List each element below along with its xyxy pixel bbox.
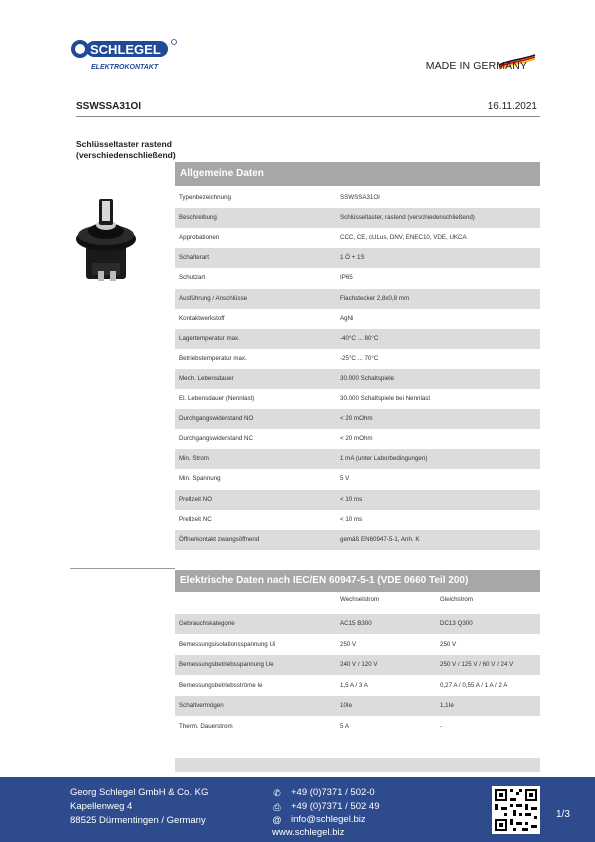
row-label: Typenbezeichnung — [179, 194, 231, 201]
row-value-ac: AC15 B300 — [340, 620, 372, 627]
row-value-dc: DC13 Q300 — [440, 620, 473, 627]
table-row — [175, 228, 540, 248]
table-row — [175, 248, 540, 268]
footer-email[interactable]: info@schlegel.biz — [291, 814, 366, 825]
table-row — [175, 208, 540, 228]
table-row — [175, 349, 540, 369]
svg-text:ELEKTROKONTAKT: ELEKTROKONTAKT — [91, 64, 159, 71]
product-title-line1: Schlüsseltaster rastend — [76, 139, 172, 149]
section-divider — [70, 568, 175, 569]
row-value-ac: 1,5 A / 3 A — [340, 681, 368, 689]
row-value: 5 V — [340, 475, 350, 483]
row-label: Lagertemperatur max. — [179, 334, 240, 342]
email-icon: @ — [272, 815, 282, 825]
row-value-ac: 10Ie — [340, 702, 353, 709]
table-row — [175, 429, 540, 449]
table-row — [175, 696, 540, 716]
table-row — [175, 188, 540, 208]
row-label: Beschreibung — [179, 214, 217, 222]
row-label: Prellzeit NO — [179, 495, 213, 503]
table-row — [175, 289, 540, 309]
row-value: gemäß EN60947-5-1, Anh. K — [340, 535, 420, 543]
row-value: < 20 mOhm — [340, 435, 373, 443]
table-row — [175, 329, 540, 349]
row-value: < 20 mOhm — [340, 415, 373, 423]
product-image — [72, 193, 144, 283]
table-row — [175, 469, 540, 489]
row-value-ac: 250 V — [340, 640, 357, 648]
row-value: < 10 ms — [340, 515, 363, 523]
row-value: SSWSSA31OI — [340, 194, 380, 201]
document-date: 16.11.2021 — [487, 101, 537, 112]
row-label: Therm. Dauerstrom — [179, 722, 233, 730]
product-title — [76, 139, 176, 161]
table-row — [175, 614, 540, 634]
row-label: Schalterart — [179, 254, 209, 262]
row-label: Prellzeit NC — [179, 515, 212, 523]
row-label: Min. Spannung — [179, 475, 221, 483]
table-row — [175, 268, 540, 288]
phone-icon: ✆ — [273, 788, 281, 798]
row-label: Durchgangswiderstand NC — [179, 435, 253, 443]
row-value: 30.000 Schaltspiele bei Nennlast — [340, 395, 431, 402]
row-label: Min. Strom — [179, 455, 209, 463]
row-label: El. Lebensdauer (Nennlast) — [179, 395, 255, 402]
footer-company: Georg Schlegel GmbH & Co. KG — [70, 787, 209, 798]
row-value-dc: 0,27 A / 0,55 A / 1 A / 2 A — [440, 681, 508, 689]
qr-code-icon[interactable] — [492, 786, 540, 834]
made-in-germany: MADE IN GERMANY — [425, 60, 527, 72]
row-value-ac: 240 V / 120 V — [340, 661, 378, 668]
row-value: Flachstecker 2,8x0,8 mm — [340, 294, 410, 302]
row-value-ac: 5 A — [340, 722, 349, 730]
table-row — [175, 389, 540, 409]
row-label: Gebrauchskategorie — [179, 620, 235, 627]
footer-city: 88525 Dürmentingen / Germany — [70, 815, 206, 826]
row-label: Betriebstemperatur max. — [179, 354, 247, 362]
footer-website[interactable]: www.schlegel.biz — [272, 827, 345, 838]
row-value-dc: 250 V / 125 V / 60 V / 24 V — [440, 661, 514, 668]
row-value: < 10 ms — [340, 495, 363, 503]
row-value: AgNi — [340, 314, 354, 322]
row-label: Durchgangswiderstand NO — [179, 415, 254, 423]
row-label: Schaltvermögen — [179, 702, 224, 709]
table-row — [175, 510, 540, 530]
row-value: CCC, CE, cULus, DNV, ENEC10, VDE, UKCA — [340, 234, 467, 242]
table-row — [175, 409, 540, 429]
footer-fax: +49 (0)7371 / 502 49 — [291, 801, 380, 812]
row-value: 30.000 Schaltspiele — [340, 374, 395, 382]
product-code: SSWSSA31OI — [76, 101, 142, 112]
table-row — [175, 635, 540, 655]
dc-column-header: Gleichstrom — [440, 596, 474, 603]
table-row — [175, 655, 540, 675]
row-label: Schutzart — [179, 274, 206, 282]
row-value-dc: - — [440, 722, 443, 730]
table-row — [175, 717, 540, 737]
row-value-dc: 250 V — [440, 640, 457, 648]
table-row — [175, 490, 540, 510]
row-label: Ausführung / Anschlüsse — [179, 294, 248, 302]
row-value: 1 mA (unter Laborbedingungen) — [340, 455, 428, 463]
row-value: 1 Ö + 1S — [340, 254, 365, 262]
row-label: Bemessungsbetriebsströme Ie — [179, 681, 263, 689]
row-value: -25°C ... 70°C — [340, 354, 379, 362]
row-value: -40°C ... 80°C — [340, 334, 379, 342]
electrical-column-headers — [175, 594, 540, 608]
table-row — [175, 676, 540, 696]
fax-icon: ⎙ — [273, 802, 281, 812]
row-label: Bemessungsisolationsspannung Ui — [179, 640, 276, 648]
row-label: Kontaktwerkstoff — [179, 314, 225, 322]
electrical-data-heading: Elektrische Daten nach IEC/EN 60947-5-1 (VDE 0660 Teil 200) — [175, 570, 540, 592]
footer-phone[interactable]: +49 (0)7371 / 502-0 — [291, 787, 375, 798]
schlegel-logo — [70, 38, 178, 72]
row-value-dc: 1,1Ie — [440, 702, 454, 709]
product-title-line2: (verschiedenschließend) — [76, 150, 176, 160]
table-end-bar — [175, 758, 540, 772]
footer-street: Kapellenweg 4 — [70, 801, 133, 812]
header-divider — [76, 116, 540, 117]
table-row — [175, 449, 540, 469]
row-label: Öffnerkontakt zwangsöffnend — [179, 535, 260, 543]
table-row — [175, 530, 540, 550]
row-label: Bemessungsbetriebsspannung Ue — [179, 661, 274, 668]
table-row — [175, 369, 540, 389]
row-value: IP65 — [340, 274, 353, 282]
ac-column-header: Wechselstrom — [340, 596, 380, 603]
table-row — [175, 309, 540, 329]
page-number: 1/3 — [556, 809, 570, 820]
svg-text:SCHLEGEL: SCHLEGEL — [90, 42, 161, 57]
row-label: Mech. Lebensdauer — [179, 374, 234, 382]
general-data-heading: Allgemeine Daten — [175, 162, 540, 186]
row-label: Approbationen — [179, 234, 220, 242]
row-value: Schlüsseltaster, rastend (verschiedenschließend) — [340, 214, 475, 222]
